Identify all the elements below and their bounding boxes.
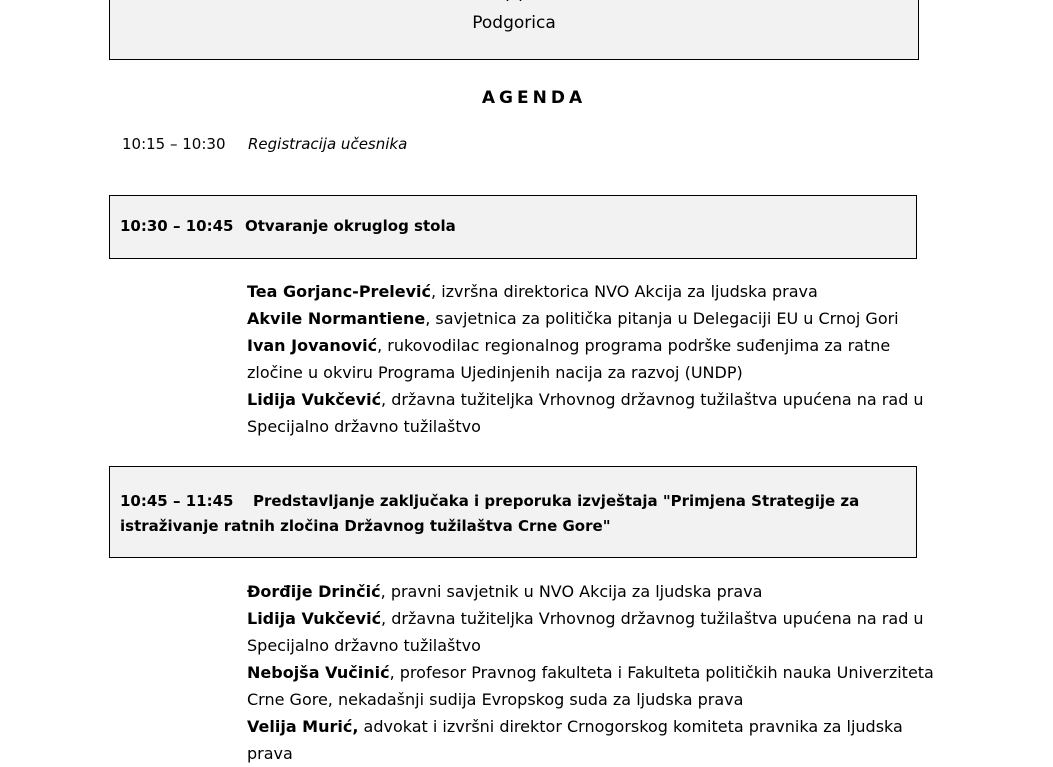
speaker-role: , državna tužiteljka Vrhovnog državnog tužilaštva upućena na rad u Specijalno državno tužilaštvo bbox=[247, 390, 924, 436]
speaker-item bbox=[247, 578, 937, 605]
speaker-name: Lidija Vukčević bbox=[247, 609, 382, 628]
session-title: Predstavljanje zaključaka i preporuka izvještaja "Primjena Strategije za istraživanje ratnih zločina Državnog tužilaštva Crne Gore" bbox=[120, 492, 860, 535]
speaker-name: Akvile Normantiene bbox=[247, 309, 426, 328]
speaker-role: , pravni savjetnik u NVO Akcija za ljudska prava bbox=[380, 582, 763, 601]
speaker-role: , izvršna direktorica NVO Akcija za ljudska prava bbox=[431, 282, 818, 301]
session-time: 10:45 – 11:45 bbox=[120, 492, 234, 510]
speaker-role: , rukovodilac regionalnog programa podrške suđenjima za ratne zločine u okviru Programa Ujedinjenih nacija za razvoj (UNDP) bbox=[247, 336, 891, 382]
session-title: Otvaranje okruglog stola bbox=[245, 217, 456, 235]
agenda-title: AGENDA bbox=[481, 88, 587, 108]
header-partial-text bbox=[110, 0, 918, 1]
speaker-item bbox=[247, 332, 937, 386]
speaker-role: advokat i izvršni direktor Crnogorskog komiteta pravnika za ljudska prava bbox=[247, 717, 903, 763]
speaker-name: Tea Gorjanc-Prelević bbox=[247, 282, 432, 301]
speaker-role: , državna tužiteljka Vrhovnog državnog tužilaštva upućena na rad u Specijalno državno tužilaštvo bbox=[247, 609, 924, 655]
header-box bbox=[109, 0, 919, 60]
header-city: Podgorica bbox=[472, 13, 556, 33]
registration-label: Registracija učesnika bbox=[248, 135, 408, 153]
speaker-name: Lidija Vukčević bbox=[247, 390, 382, 409]
speaker-name: Velija Murić, bbox=[247, 717, 359, 736]
session-time: 10:30 – 10:45 bbox=[120, 217, 234, 235]
registration-time: 10:15 – 10:30 bbox=[122, 135, 226, 153]
speaker-name: Ivan Jovanović bbox=[247, 336, 378, 355]
speaker-item bbox=[247, 386, 937, 440]
session-header-report bbox=[109, 466, 917, 558]
speaker-item bbox=[247, 713, 937, 767]
speaker-list-report bbox=[247, 578, 937, 767]
speaker-name: Đorđije Drinčić bbox=[247, 582, 381, 601]
speaker-role: , profesor Pravnog fakulteta i Fakulteta političkih nauka Univerziteta Crne Gore, nekadašnji sudija Evropskog suda za ljudska prava bbox=[247, 663, 934, 709]
speaker-list-opening bbox=[247, 278, 937, 440]
speaker-role: , savjetnica za politička pitanja u Delegaciji EU u Crnoj Gori bbox=[425, 309, 899, 328]
registration-row bbox=[122, 133, 407, 155]
speaker-item bbox=[247, 605, 937, 659]
speaker-item bbox=[247, 659, 937, 713]
speaker-item bbox=[247, 278, 937, 305]
speaker-name: Nebojša Vučinić bbox=[247, 663, 390, 682]
session-header-opening bbox=[109, 195, 917, 259]
speaker-item bbox=[247, 305, 937, 332]
